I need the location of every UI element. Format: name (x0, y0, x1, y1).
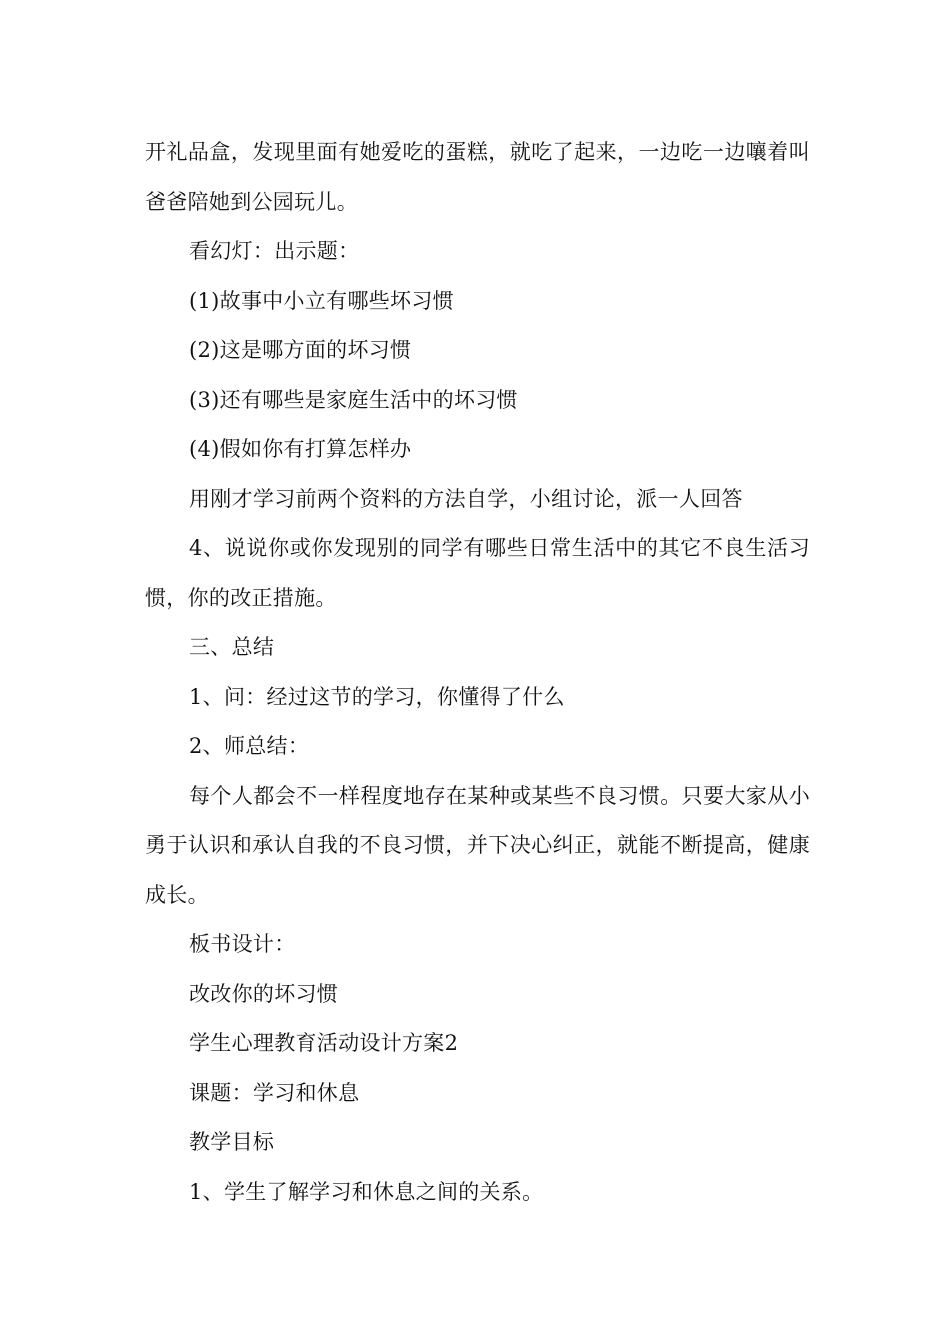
paragraph-slide-prompt: 看幻灯：出示题： (189, 239, 360, 263)
paragraph-item-4: 4、说说你或你发现别的同学有哪些日常生活中的其它不良生活习惯，你的改正措施。 (145, 536, 810, 610)
goal-item-1: 1、学生了解学习和休息之间的关系。 (189, 1179, 544, 1204)
paragraph-self-study: 用刚才学习前两个资料的方法自学，小组讨论，派一人回答 (189, 486, 743, 511)
paragraph-teacher-summary: 每个人都会不一样程度地存在某种或某些不良习惯。只要大家从小勇于认识和承认自我的不良习惯，并下决心纠正，就能不断提高，健康成长。 (145, 783, 810, 907)
question-4: (4)假如你有打算怎样办 (189, 437, 412, 461)
paragraph-continuation: 开礼品盒，发现里面有她爱吃的蛋糕，就吃了起来，一边吃一边嚷着叫爸爸陪她到公园玩儿。 (145, 140, 810, 214)
question-1: (1)故事中小立有哪些坏习惯 (189, 288, 454, 313)
question-2: (2)这是哪方面的坏习惯 (189, 338, 412, 362)
summary-item-1: 1、问：经过这节的学习，你懂得了什么 (189, 684, 565, 709)
summary-item-2: 2、师总结： (189, 734, 310, 758)
board-design-label: 板书设计： (189, 932, 296, 956)
plan-2-title: 学生心理教育活动设计方案2 (189, 1031, 459, 1055)
question-3: (3)还有哪些是家庭生活中的坏习惯 (189, 387, 518, 412)
lesson-topic: 课题：学习和休息 (189, 1080, 360, 1105)
section-heading-summary: 三、总结 (189, 635, 275, 659)
teaching-goals-heading: 教学目标 (189, 1130, 275, 1154)
document-body (145, 128, 810, 1217)
board-design-title: 改改你的坏习惯 (189, 981, 339, 1006)
